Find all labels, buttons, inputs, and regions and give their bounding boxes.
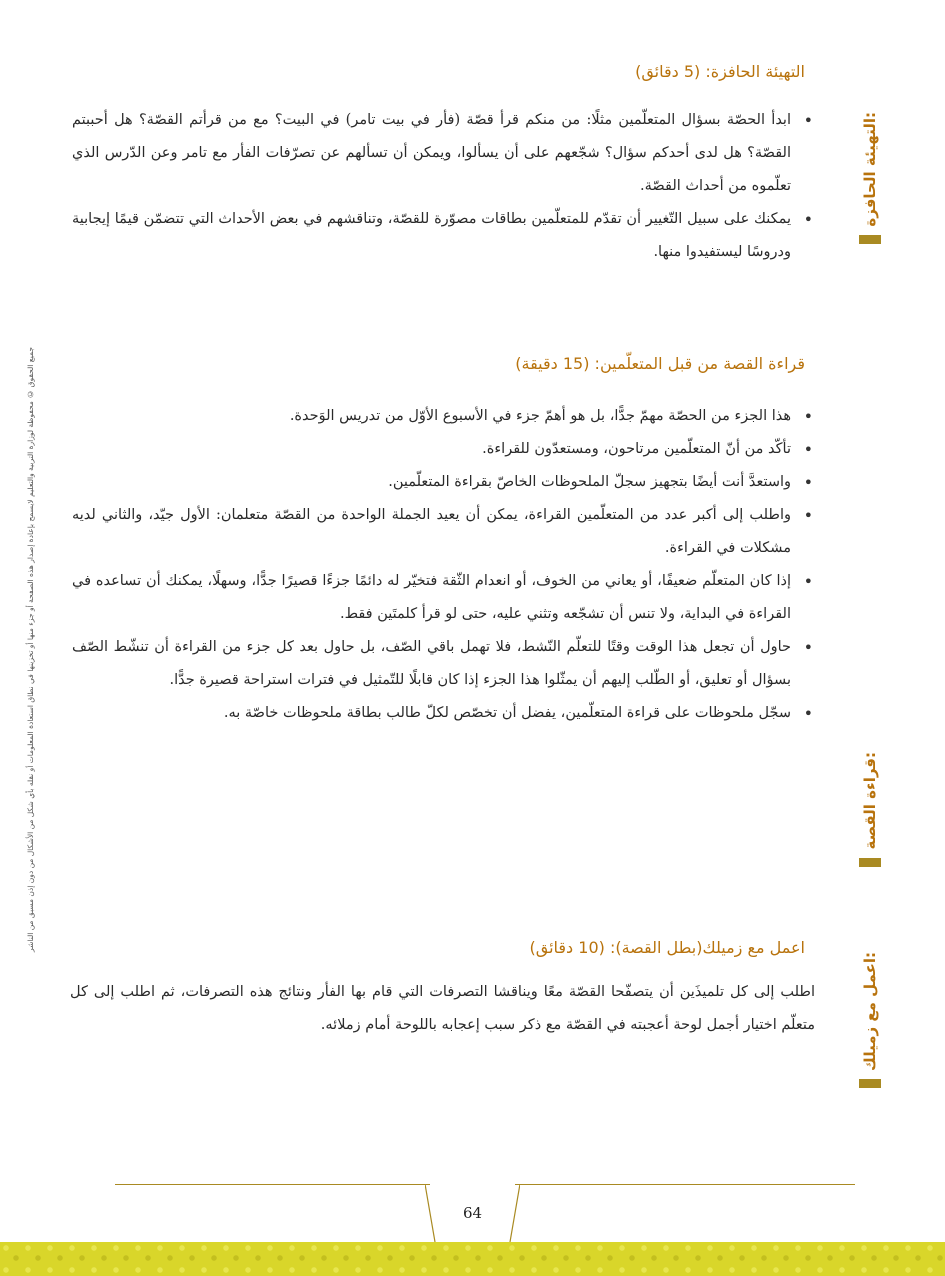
side-marker (859, 235, 881, 244)
list-item: • هذا الجزء من الحصّة مهمّ جدًّا، بل هو أهمّ جزء في الأسبوع الأوّل من تدريس الوَحدة. (72, 400, 817, 433)
copyright-notice (22, 300, 38, 1000)
footer-rule-right (515, 1184, 855, 1185)
warmup-title: التهيئة الحافزة: (5 دقائق) (635, 62, 805, 81)
side-label-text: اعمل مع زميلك: (861, 952, 879, 1071)
warmup-list (72, 104, 817, 269)
reading-list (72, 400, 817, 730)
footer-rule-left (115, 1184, 430, 1185)
side-label-reading (855, 752, 885, 867)
list-item: • ابدأ الحصّة بسؤال المتعلّمين مثلًا: من منكم قرأ قصّة (فأر في بيت تامر) في البيت؟ مع من قرأتم القصّة؟ هل أحببتم القصّة؟ هل لدى أحدكم سؤال؟ شجّعهم على أن يسألوا، ويمكن أن تسألهم عن تصرّفات الفأر مع تامر وعن الدّرس الذي تعلّموه من أحداث القصّة. (72, 104, 817, 203)
side-label-text: التهيئة الحافزة: (861, 112, 879, 227)
page-number: 64 (462, 1204, 483, 1222)
partner-paragraph: اطلب إلى كل تلميذَين أن يتصفّحا القصّة معًا ويناقشا التصرفات التي قام بها الفأر ونتائج هذه التصرفات، ثم اطلب إلى كل متعلّم اختيار أجمل لوحة أعجبته في القصّة مع ذكر سبب إعجابه باللوحة أمام زملائه. (70, 984, 815, 1033)
side-marker (859, 858, 881, 867)
reading-title: قراءة القصة من قبل المتعلّمين: (15 دقيقة) (515, 354, 805, 373)
list-item: • حاول أن تجعل هذا الوقت وقتًا للتعلّم النّشط، فلا تهمل باقي الصّف، بل حاول بعد كل جزء من القراءة أن تنشّط الصّف بسؤال أو تعليق، أو الطّلب إليهم أن يمثّلوا هذا الجزء إذا كان قابلًا للتّمثيل في فترات استراحة قصيرة جدًّا. (72, 631, 817, 697)
side-label-partner (855, 952, 885, 1088)
list-item: • تأكّد من أنّ المتعلّمين مرتاحون، ومستعدّون للقراءة. (72, 433, 817, 466)
list-item: • واطلب إلى أكبر عدد من المتعلّمين القراءة، يمكن أن يعيد الجملة الواحدة من القصّة متعلمان: الأول جيّد، والثاني لديه مشكلات في القراءة. (72, 499, 817, 565)
list-item: • سجّل ملحوظات على قراءة المتعلّمين، يفضل أن تخصّص لكلّ طالب بطاقة ملحوظات خاصّة به. (72, 697, 817, 730)
decorative-footer-strip (0, 1242, 945, 1276)
list-item: • إذا كان المتعلّم ضعيفًا، أو يعاني من الخوف، أو انعدام الثّقة فتخيّر له دائمًا جزءًا قصيرًا جدًّا، وسهلًا، يمكنك أن تساعده في القراءة في البداية، ولا تنس أن تشجّعه وتثني عليه، حتى لو قرأ كلمتَين فقط. (72, 565, 817, 631)
copyright-text: جميع الحقوق © محفوظة لوزارة التربية والتعليم لايسمح بإعادة إصدار هذه الصفحة أو جزء منها أو تخزينها في نطاق استعادة المعلومات أو نقله بأي شكل من الأشكال من دون إذن مسبق من الناشر (25, 347, 35, 953)
partner-title: اعمل مع زميلك(بطل القصة): (10 دقائق) (529, 938, 805, 957)
side-label-warmup (855, 112, 885, 244)
side-label-text: قراءة القصة: (861, 752, 879, 850)
side-marker (859, 1079, 881, 1088)
list-item: • واستعدَّ أنت أيضًا بتجهيز سجلّ الملحوظات الخاصّ بقراءة المتعلّمين. (72, 466, 817, 499)
list-item: • يمكنك على سبيل التّغيير أن تقدّم للمتعلّمين بطاقات مصوّرة للقصّة، وتناقشهم في بعض الأحداث التي تتضمّن قيمًا إيجابية ودروسًا ليستفيدوا منها. (72, 203, 817, 269)
